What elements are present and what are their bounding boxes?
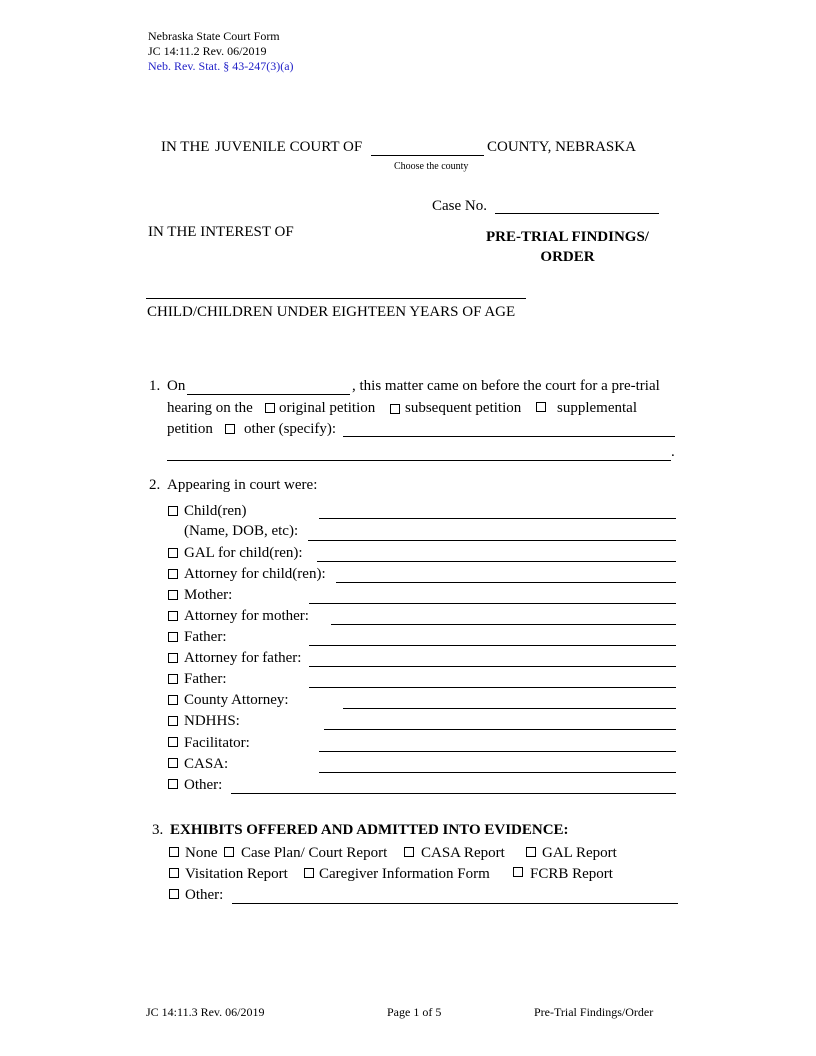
exhibit-fcrb-checkbox[interactable]: [513, 867, 523, 877]
gal-label: GAL for child(ren):: [184, 545, 303, 561]
petition-word: petition: [167, 421, 213, 437]
facilitator-label: Facilitator:: [184, 735, 250, 751]
exhibit-visitation-label: Visitation Report: [185, 866, 288, 882]
case-number-field[interactable]: [495, 213, 659, 214]
attorney-child-field[interactable]: [336, 582, 676, 583]
attorney-father-checkbox[interactable]: [168, 653, 178, 663]
father-2-field[interactable]: [309, 687, 676, 688]
other-specify-label: other (specify):: [244, 421, 337, 437]
ndhhs-field[interactable]: [324, 729, 676, 730]
mother-label: Mother:: [184, 587, 233, 603]
gal-checkbox[interactable]: [168, 548, 178, 558]
supplemental-checkbox[interactable]: [536, 402, 546, 412]
form-revision: JC 14:11.2 Rev. 06/2019: [148, 44, 267, 58]
exhibit-caregiver-label: Caregiver Information Form: [319, 866, 490, 882]
other-specify-field[interactable]: [343, 436, 675, 437]
father-2-checkbox[interactable]: [168, 674, 178, 684]
section2-number: 2.: [149, 477, 161, 493]
children-field-2[interactable]: [308, 540, 676, 541]
child-label: CHILD/CHILDREN UNDER EIGHTEEN YEARS OF AGE: [147, 304, 516, 320]
exhibit-other-checkbox[interactable]: [169, 889, 179, 899]
attorney-father-field[interactable]: [309, 666, 676, 667]
attorney-child-checkbox[interactable]: [168, 569, 178, 579]
section2-title: Appearing in court were:: [167, 477, 318, 493]
exhibit-other-label: Other:: [185, 887, 224, 903]
caption-in-the: IN THE: [161, 139, 210, 155]
section1-number: 1.: [149, 378, 161, 394]
statute-reference: Neb. Rev. Stat. § 43-247(3)(a): [148, 59, 294, 73]
exhibit-gal-checkbox[interactable]: [526, 847, 536, 857]
supplemental-label: supplemental: [557, 400, 637, 416]
facilitator-field[interactable]: [319, 751, 676, 752]
father-2-label: Father:: [184, 671, 227, 687]
child-name-field[interactable]: [146, 298, 526, 299]
ndhhs-label: NDHHS:: [184, 713, 240, 729]
section3-title: EXHIBITS OFFERED AND ADMITTED INTO EVIDENCE:: [170, 822, 569, 838]
exhibit-case-plan-label: Case Plan/ Court Report: [241, 845, 388, 861]
attorney-father-label: Attorney for father:: [184, 650, 302, 666]
document-title-line2: ORDER: [540, 249, 595, 265]
children-detail-label: (Name, DOB, etc):: [184, 523, 299, 539]
document-title-line1: PRE-TRIAL FINDINGS/: [486, 229, 649, 245]
ndhhs-checkbox[interactable]: [168, 716, 178, 726]
other-petition-checkbox[interactable]: [225, 424, 235, 434]
original-petition-label: original petition: [279, 400, 376, 416]
other-appearance-label: Other:: [184, 777, 223, 793]
county-attorney-checkbox[interactable]: [168, 695, 178, 705]
exhibit-casa-checkbox[interactable]: [404, 847, 414, 857]
casa-field[interactable]: [319, 772, 676, 773]
exhibit-case-plan-checkbox[interactable]: [224, 847, 234, 857]
father-label: Father:: [184, 629, 227, 645]
hearing-date-field[interactable]: [187, 394, 350, 395]
father-checkbox[interactable]: [168, 632, 178, 642]
children-field-1[interactable]: [319, 518, 676, 519]
attorney-child-label: Attorney for child(ren):: [184, 566, 326, 582]
exhibit-none-checkbox[interactable]: [169, 847, 179, 857]
caption-court-type[interactable]: JUVENILE COURT OF: [215, 139, 363, 155]
other-appearance-checkbox[interactable]: [168, 779, 178, 789]
facilitator-checkbox[interactable]: [168, 737, 178, 747]
section3-number: 3.: [152, 822, 164, 838]
county-field[interactable]: [371, 155, 484, 156]
other-appearance-field[interactable]: [231, 793, 676, 794]
hearing-on-label: hearing on the: [167, 400, 253, 416]
children-label: Child(ren): [184, 503, 247, 519]
caption-county-state: COUNTY, NEBRASKA: [487, 139, 636, 155]
case-no-label: Case No.: [432, 198, 487, 214]
section1-period: .: [671, 444, 675, 460]
casa-label: CASA:: [184, 756, 229, 772]
mother-field[interactable]: [309, 603, 676, 604]
father-field[interactable]: [309, 645, 676, 646]
county-attorney-field[interactable]: [343, 708, 676, 709]
original-petition-checkbox[interactable]: [265, 403, 275, 413]
footer-page-number: Page 1 of 5: [387, 1005, 442, 1019]
casa-checkbox[interactable]: [168, 758, 178, 768]
exhibit-gal-label: GAL Report: [542, 845, 617, 861]
mother-checkbox[interactable]: [168, 590, 178, 600]
county-hint: Choose the county: [394, 161, 469, 172]
subsequent-petition-label: subsequent petition: [405, 400, 522, 416]
section1-on: On: [167, 378, 186, 394]
exhibit-other-field[interactable]: [232, 903, 678, 904]
county-attorney-label: County Attorney:: [184, 692, 289, 708]
attorney-mother-label: Attorney for mother:: [184, 608, 309, 624]
other-specify-field-2[interactable]: [167, 460, 671, 461]
exhibit-none-label: None: [185, 845, 218, 861]
children-checkbox[interactable]: [168, 506, 178, 516]
subsequent-petition-checkbox[interactable]: [390, 404, 400, 414]
form-source: Nebraska State Court Form: [148, 29, 280, 43]
attorney-mother-field[interactable]: [331, 624, 676, 625]
exhibit-casa-label: CASA Report: [421, 845, 505, 861]
footer-title: Pre-Trial Findings/Order: [534, 1005, 654, 1019]
footer-form-id: JC 14:11.3 Rev. 06/2019: [146, 1005, 265, 1019]
exhibit-caregiver-checkbox[interactable]: [304, 868, 314, 878]
gal-field[interactable]: [317, 561, 676, 562]
attorney-mother-checkbox[interactable]: [168, 611, 178, 621]
exhibit-visitation-checkbox[interactable]: [169, 868, 179, 878]
interest-of-label: IN THE INTEREST OF: [148, 224, 294, 240]
exhibit-fcrb-label: FCRB Report: [530, 866, 613, 882]
section1-text: , this matter came on before the court for a pre-trial: [352, 378, 660, 394]
